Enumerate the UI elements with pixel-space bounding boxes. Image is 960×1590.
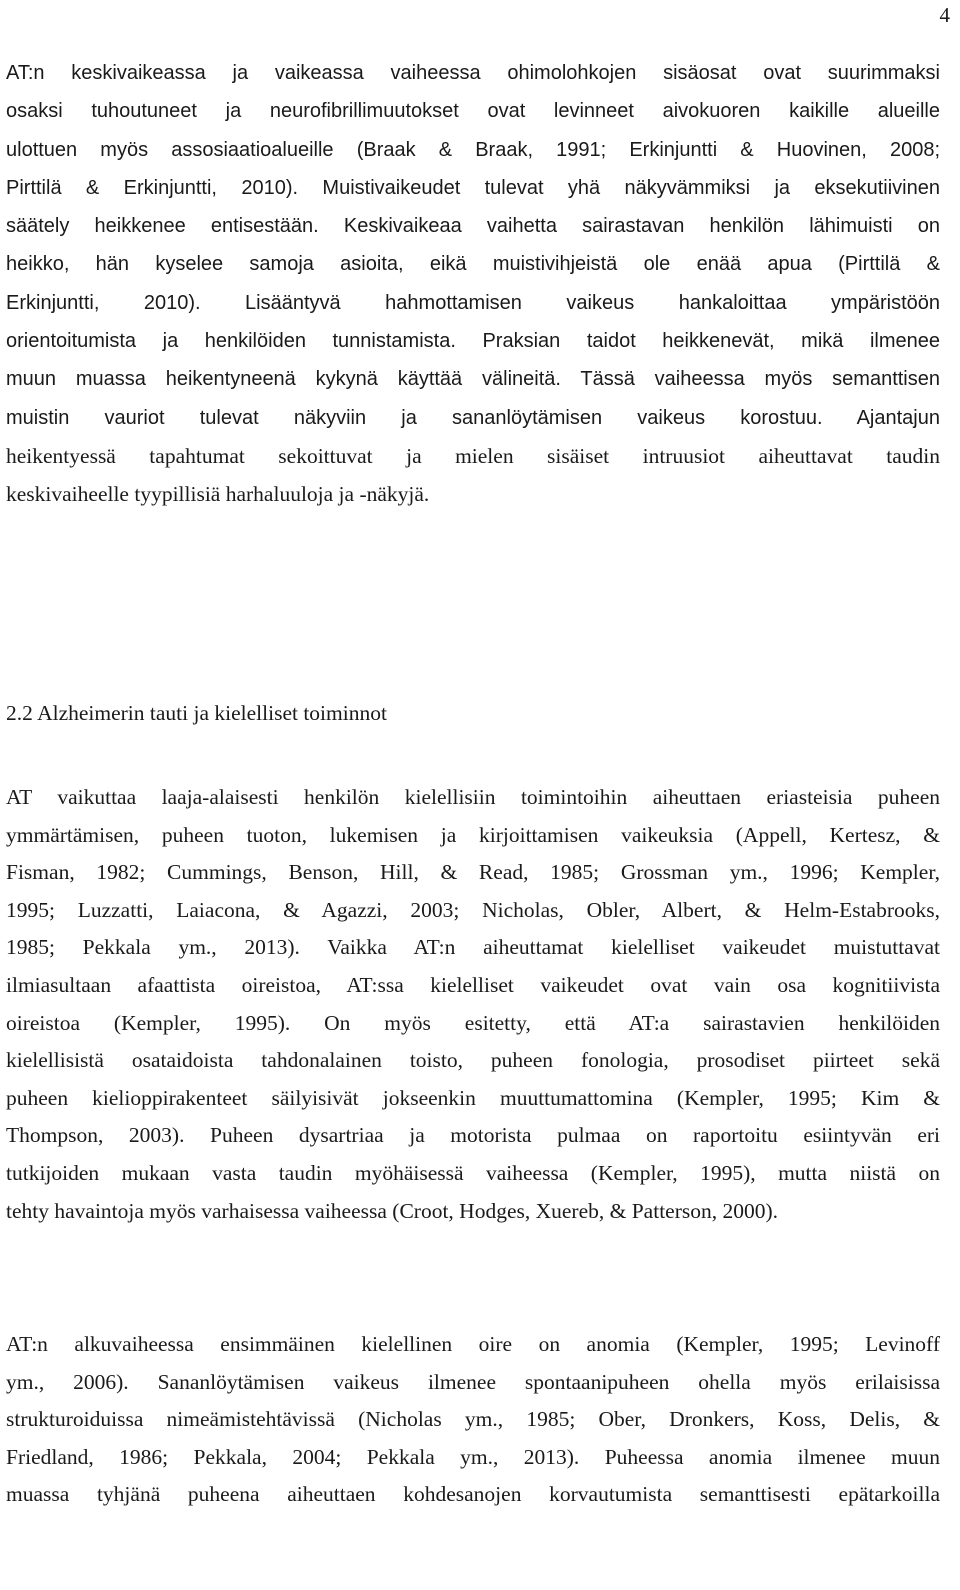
text-line: Pirttilä & Erkinjuntti, 2010). Muistivaikeudet tulevat yhä näkyvämmiksi ja eksekutiivinen [6, 176, 940, 199]
text-line: kielellisistä osataidoista tahdonalainen toisto, puheen fonologia, prosodiset piirteet sekä [6, 1048, 940, 1073]
text-line: orientoitumista ja henkilöiden tunnistamista. Praksian taidot heikkenevät, mikä ilmenee [6, 330, 940, 353]
text-line: AT:n keskivaikeassa ja vaikeassa vaiheessa ohimolohkojen sisäosat ovat suurimmaksi [6, 62, 940, 84]
text-line: 1985; Pekkala ym., 2013). Vaikka AT:n aiheuttamat kielelliset vaikeudet muistuttavat [6, 935, 940, 960]
text-line: ym., 2006). Sananlöytämisen vaikeus ilmenee spontaanipuheen ohella myös erilaisissa [6, 1369, 940, 1394]
text-line: ulottuen myös assosiaatioalueille (Braak & Braak, 1991; Erkinjuntti & Huovinen, 2008; [6, 138, 940, 161]
text-line: ilmiasultaan afaattista oireistoa, AT:ssa kielelliset vaikeudet ovat vain osa kognitiivista [6, 972, 940, 997]
text-line: strukturoiduissa nimeämistehtävissä (Nicholas ym., 1985; Ober, Dronkers, Koss, Delis, & [6, 1407, 940, 1432]
text-line: AT:n alkuvaiheessa ensimmäinen kielellinen oire on anomia (Kempler, 1995; Levinoff [6, 1332, 940, 1356]
text-line: muassa tyhjänä puheena aiheuttaen kohdesanojen korvautumista semanttisesti epätarkoilla [6, 1482, 940, 1507]
text-line: muun muassa heikentyneenä kykynä käyttää välineitä. Tässä vaiheessa myös semanttisen [6, 368, 940, 391]
paragraph-language-functions [6, 779, 940, 1230]
text-line: Thompson, 2003). Puheen dysartriaa ja motorista pulmaa on raportoitu esiintyvän eri [6, 1123, 940, 1148]
text-line: keskivaiheelle tyypillisiä harhaluuloja ja -näkyjä. [6, 482, 430, 507]
text-line: oireistoa (Kempler, 1995). On myös esitetty, että AT:a sairastavien henkilöiden [6, 1010, 940, 1035]
text-line: Fisman, 1982; Cummings, Benson, Hill, & Read, 1985; Grossman ym., 1996; Kempler, [6, 860, 940, 885]
section-heading: 2.2 Alzheimerin tauti ja kielelliset toiminnot [6, 701, 387, 725]
text-line: tutkijoiden mukaan vasta taudin myöhäisessä vaiheessa (Kempler, 1995), mutta niistä on [6, 1160, 940, 1185]
text-line: osaksi tuhoutuneet ja neurofibrillimuutokset ovat levinneet aivokuoren kaikille alueille [6, 100, 940, 123]
text-line: AT vaikuttaa laaja-alaisesti henkilön kielellisiin toimintoihin aiheuttaen eriasteisia puheen [6, 785, 940, 809]
text-line: puheen kielioppirakenteet säilyisivät jokseenkin muuttumattomina (Kempler, 1995; Kim & [6, 1085, 940, 1110]
text-line: säätely heikkenee entisestään. Keskivaikeaa vaihetta sairastavan henkilön lähimuisti on [6, 215, 940, 238]
text-line: 1995; Luzzatti, Laiacona, & Agazzi, 2003; Nicholas, Obler, Albert, & Helm-Estabrooks, [6, 897, 940, 922]
text-line: Erkinjuntti, 2010). Lisääntyvä hahmottamisen vaikeus hankaloittaa ympäristöön [6, 291, 940, 314]
text-line: heikko, hän kyselee samoja asioita, eikä muistivihjeistä ole enää apua (Pirttilä & [6, 253, 940, 276]
paragraph-late-stage-symptoms [6, 54, 940, 514]
text-line: muistin vauriot tulevat näkyviin ja sananlöytämisen vaikeus korostuu. Ajantajun [6, 406, 940, 429]
page-number: 4 [939, 3, 950, 27]
text-line: heikentyessä tapahtumat sekoittuvat ja mielen sisäiset intruusiot aiheuttavat taudin [6, 443, 940, 468]
text-line: ymmärtämisen, puheen tuoton, lukemisen ja kirjoittamisen vaikeuksia (Appell, Kertesz, & [6, 822, 940, 847]
text-line: Friedland, 1986; Pekkala, 2004; Pekkala ym., 2013). Puheessa anomia ilmenee muun [6, 1444, 940, 1469]
text-line: tehty havaintoja myös varhaisessa vaiheessa (Croot, Hodges, Xuereb, & Patterson, 2000). [6, 1198, 779, 1223]
paragraph-anomia [6, 1326, 940, 1514]
